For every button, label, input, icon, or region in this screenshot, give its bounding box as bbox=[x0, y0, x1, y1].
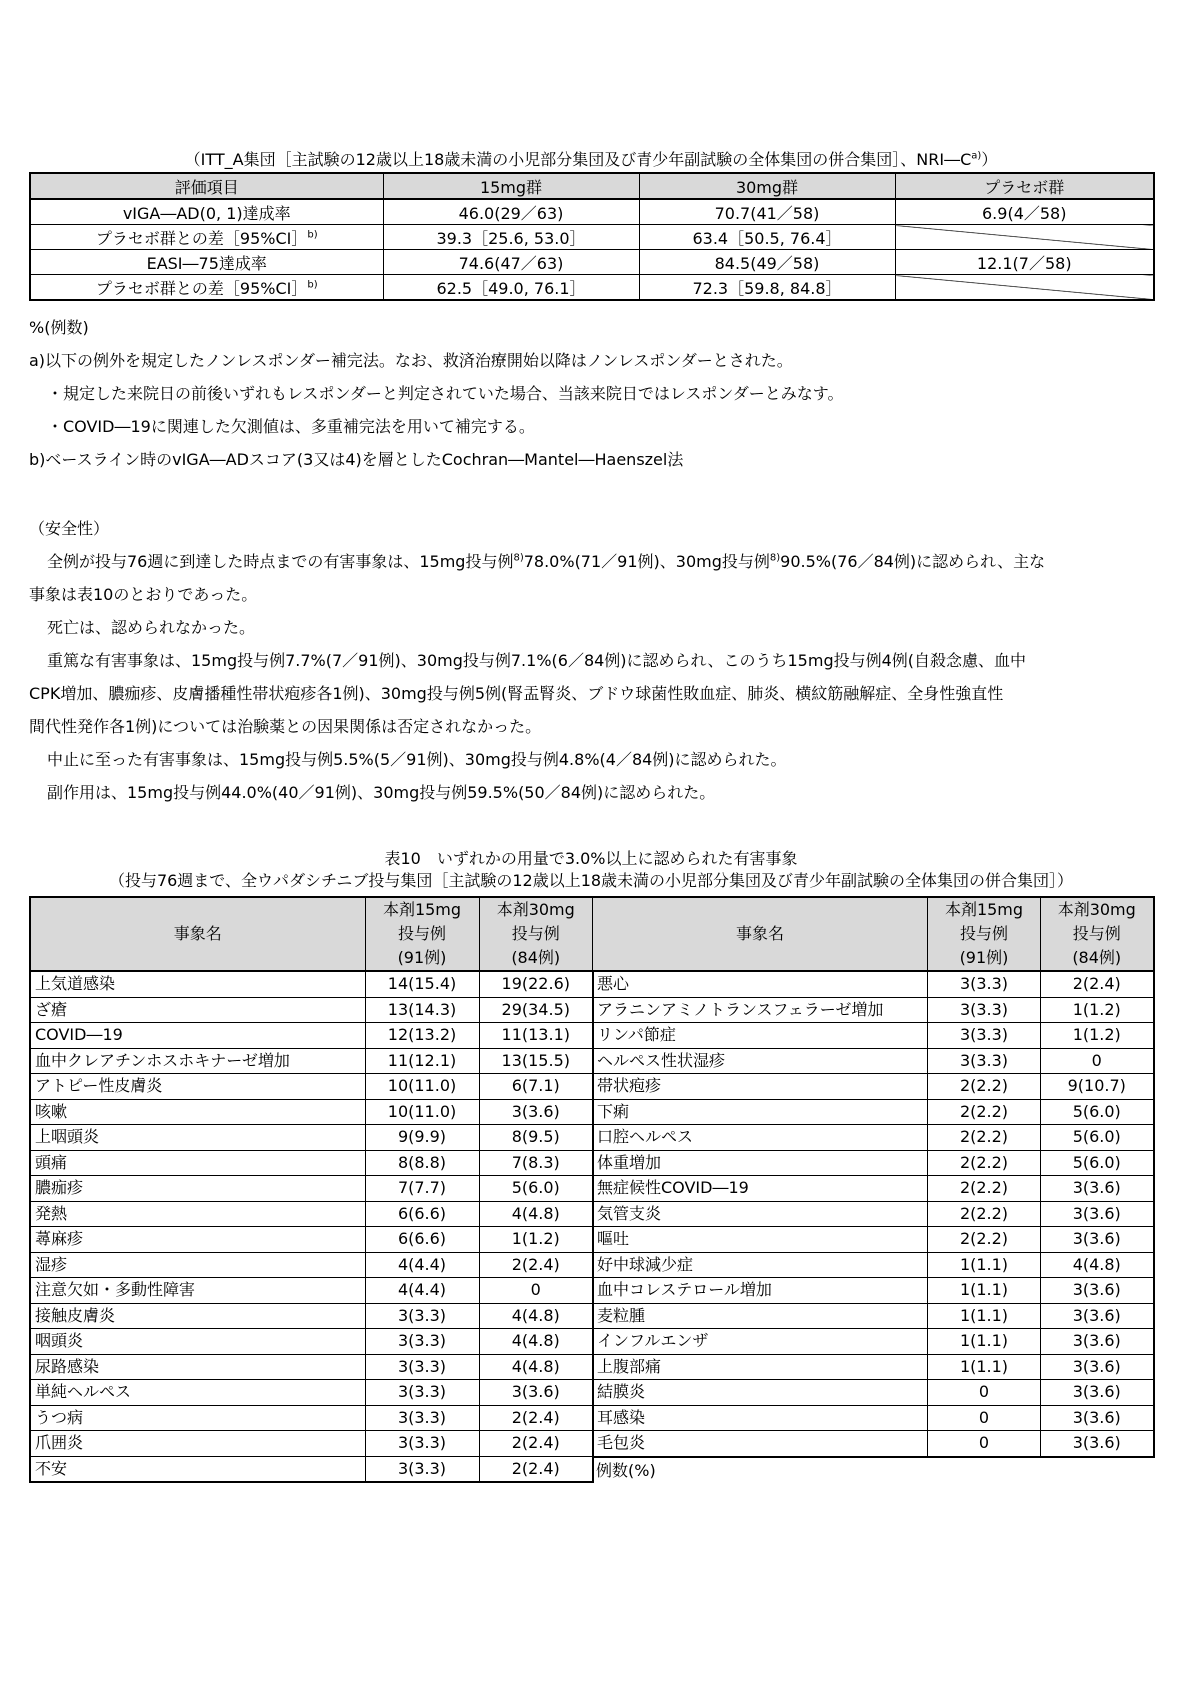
cell-15mg: 12(13.2) bbox=[365, 1023, 479, 1049]
cell-30mg: 3(3.6) bbox=[479, 1099, 593, 1125]
event-name: 頭痛 bbox=[30, 1150, 365, 1176]
table-row bbox=[593, 1201, 1154, 1227]
cell-15mg: 3(3.3) bbox=[365, 1303, 479, 1329]
cell-30mg: 2(2.4) bbox=[479, 1252, 593, 1278]
cell-15mg: 3(3.3) bbox=[365, 1405, 479, 1431]
table-row bbox=[593, 1354, 1154, 1380]
col-header-15mg: 本剤15mg 投与例 (91例) bbox=[365, 897, 479, 971]
cell-30mg: 70.7(41／58) bbox=[639, 199, 895, 225]
cell-30mg: 8(9.5) bbox=[479, 1125, 593, 1151]
note-a-item-1: ・規定した来院日の前後いずれもレスポンダーと判定されていた場合、当該来院日ではレスポンダーとみなす。 bbox=[47, 384, 844, 403]
safety-paragraph-5: 副作用は、15mg投与例44.0%(40／91例)、30mg投与例59.5%(50／84例)に認められた。 bbox=[47, 783, 716, 802]
event-name: 帯状疱疹 bbox=[593, 1074, 928, 1100]
cell-30mg: 63.4［50.5, 76.4］ bbox=[639, 225, 895, 250]
cell-15mg: 39.3［25.6, 53.0］ bbox=[383, 225, 639, 250]
cell-30mg: 4(4.8) bbox=[479, 1201, 593, 1227]
efficacy-table bbox=[29, 172, 1155, 301]
cell-30mg: 29(34.5) bbox=[479, 997, 593, 1023]
event-name: 体重増加 bbox=[593, 1150, 928, 1176]
cell-15mg: 10(11.0) bbox=[365, 1074, 479, 1100]
safety-paragraph-3-cont2: 間代性発作各1例)については治験薬との因果関係は否定されなかった。 bbox=[29, 717, 542, 736]
col-header-30mg: 本剤30mg 投与例 (84例) bbox=[1041, 897, 1154, 971]
cell-30mg: 4(4.8) bbox=[479, 1354, 593, 1380]
cell-30mg: 2(2.4) bbox=[479, 1431, 593, 1457]
event-name: 上気道感染 bbox=[30, 971, 365, 997]
cell-30mg: 9(10.7) bbox=[1041, 1074, 1154, 1100]
table-row bbox=[593, 1074, 1154, 1100]
table-row bbox=[30, 1023, 593, 1049]
table1-caption: （ITT_A集団［主試験の12歳以上18歳未満の小児部分集団及び青少年副試験の全体集団の併合集団］、$NRI―C^{a)}$） bbox=[184, 150, 998, 169]
note-a-item-2: ・COVID―19に関連した欠測値は、多重補完法を用いて補完する。 bbox=[47, 417, 535, 436]
row-label: プラセボ群との差［95%CI］$^{b)}$ bbox=[30, 275, 383, 301]
cell-30mg: 3(3.6) bbox=[1041, 1431, 1154, 1457]
cell-30mg: 4(4.8) bbox=[1041, 1252, 1154, 1278]
event-name: インフルエンザ bbox=[593, 1329, 928, 1355]
safety-paragraph-3-cont1: CPK増加、膿痂疹、皮膚播種性帯状疱疹各1例)、30mg投与例5例(腎盂腎炎、ブドウ球菌性敗血症、肺炎、横紋筋融解症、全身性強直性 bbox=[29, 684, 1004, 703]
cell-15mg: 3(3.3) bbox=[365, 1431, 479, 1457]
cell-15mg: 3(3.3) bbox=[365, 1380, 479, 1406]
cell-15mg: 14(15.4) bbox=[365, 971, 479, 997]
event-name: 嘔吐 bbox=[593, 1227, 928, 1253]
cell-30mg: 3(3.6) bbox=[1041, 1329, 1154, 1355]
table-row bbox=[30, 1099, 593, 1125]
cell-15mg: 6(6.6) bbox=[365, 1227, 479, 1253]
table-row bbox=[30, 1456, 593, 1482]
table-row bbox=[593, 997, 1154, 1023]
col-header: 評価項目 bbox=[30, 173, 383, 199]
row-label: vIGA―AD(0, 1)達成率 bbox=[30, 199, 383, 225]
col-header-30mg: 本剤30mg 投与例 (84例) bbox=[479, 897, 593, 971]
table-row bbox=[30, 1354, 593, 1380]
event-name: 口腔ヘルペス bbox=[593, 1125, 928, 1151]
efficacy-table-header bbox=[30, 173, 1154, 199]
cell-15mg: 4(4.4) bbox=[365, 1252, 479, 1278]
event-name: ざ瘡 bbox=[30, 997, 365, 1023]
event-name: 膿痂疹 bbox=[30, 1176, 365, 1202]
event-name: 耳感染 bbox=[593, 1405, 928, 1431]
event-name: 悪心 bbox=[593, 971, 928, 997]
cell-30mg: 11(13.1) bbox=[479, 1023, 593, 1049]
safety-paragraph-2: 死亡は、認められなかった。 bbox=[47, 618, 256, 637]
table-row bbox=[30, 971, 593, 997]
cell-15mg: 11(12.1) bbox=[365, 1048, 479, 1074]
cell-15mg: 2(2.2) bbox=[928, 1125, 1041, 1151]
cell-15mg: 1(1.1) bbox=[928, 1303, 1041, 1329]
table-row bbox=[30, 1303, 593, 1329]
cell-15mg: 3(3.3) bbox=[365, 1329, 479, 1355]
event-name: 無症候性COVID―19 bbox=[593, 1176, 928, 1202]
event-name: 蕁麻疹 bbox=[30, 1227, 365, 1253]
table-row bbox=[593, 1303, 1154, 1329]
cell-30mg: 3(3.6) bbox=[1041, 1278, 1154, 1304]
cell-15mg: 74.6(47／63) bbox=[383, 250, 639, 275]
cell-30mg: 3(3.6) bbox=[1041, 1405, 1154, 1431]
cell-placebo-empty bbox=[895, 275, 1154, 301]
cell-15mg: 2(2.2) bbox=[928, 1176, 1041, 1202]
cell-15mg: 6(6.6) bbox=[365, 1201, 479, 1227]
table-row bbox=[30, 1431, 593, 1457]
row-label: EASI―75達成率 bbox=[30, 250, 383, 275]
table-row bbox=[593, 1176, 1154, 1202]
table-row bbox=[30, 1201, 593, 1227]
event-name: うつ病 bbox=[30, 1405, 365, 1431]
table10-footnote: 例数(%) bbox=[596, 1461, 656, 1480]
cell-30mg: 4(4.8) bbox=[479, 1303, 593, 1329]
event-name: 下痢 bbox=[593, 1099, 928, 1125]
safety-paragraph-4: 中止に至った有害事象は、15mg投与例5.5%(5／91例)、30mg投与例4.8%(4／84例)に認められた。 bbox=[47, 750, 787, 769]
cell-15mg: 0 bbox=[928, 1405, 1041, 1431]
cell-30mg: 3(3.6) bbox=[479, 1380, 593, 1406]
cell-15mg: 1(1.1) bbox=[928, 1278, 1041, 1304]
note-a: a)以下の例外を規定したノンレスポンダー補完法。なお、救済治療開始以降はノンレスポンダーとされた。 bbox=[29, 351, 793, 370]
cell-placebo-empty bbox=[895, 225, 1154, 250]
safety-paragraph-1: 全例が投与76週に到達した時点までの有害事象は、15mg投与例$^{8)}$78.0%(71／91例)、30mg投与例$^{8)}$90.5%(76／84例)に認められ、主な bbox=[47, 552, 1046, 571]
cell-30mg: 4(4.8) bbox=[479, 1329, 593, 1355]
event-name: 血中コレステロール増加 bbox=[593, 1278, 928, 1304]
event-name: アトピー性皮膚炎 bbox=[30, 1074, 365, 1100]
cell-15mg: 8(8.8) bbox=[365, 1150, 479, 1176]
cell-15mg: 3(3.3) bbox=[928, 971, 1041, 997]
cell-30mg: 1(1.2) bbox=[479, 1227, 593, 1253]
event-name: 咳嗽 bbox=[30, 1099, 365, 1125]
cell-30mg: 1(1.2) bbox=[1041, 1023, 1154, 1049]
table-row bbox=[593, 971, 1154, 997]
cell-15mg: 9(9.9) bbox=[365, 1125, 479, 1151]
cell-30mg: 2(2.4) bbox=[479, 1456, 593, 1482]
adverse-events-table-left bbox=[29, 896, 594, 1483]
adverse-events-table-right bbox=[592, 896, 1155, 1458]
event-name: COVID―19 bbox=[30, 1023, 365, 1049]
cell-15mg: 3(3.3) bbox=[365, 1354, 479, 1380]
event-name: 麦粒腫 bbox=[593, 1303, 928, 1329]
col-header-15mg: 本剤15mg 投与例 (91例) bbox=[928, 897, 1041, 971]
cell-30mg: 3(3.6) bbox=[1041, 1303, 1154, 1329]
cell-15mg: 1(1.1) bbox=[928, 1354, 1041, 1380]
safety-paragraph-3: 重篤な有害事象は、15mg投与例7.7%(7／91例)、30mg投与例7.1%(6／84例)に認められ、このうち15mg投与例4例(自殺念慮、血中 bbox=[47, 651, 1027, 670]
cell-15mg: 2(2.2) bbox=[928, 1201, 1041, 1227]
cell-15mg: 3(3.3) bbox=[928, 997, 1041, 1023]
event-name: 咽頭炎 bbox=[30, 1329, 365, 1355]
event-name: 上咽頭炎 bbox=[30, 1125, 365, 1151]
cell-15mg: 62.5［49.0, 76.1］ bbox=[383, 275, 639, 301]
table-row bbox=[593, 1023, 1154, 1049]
cell-30mg: 1(1.2) bbox=[1041, 997, 1154, 1023]
cell-15mg: 2(2.2) bbox=[928, 1150, 1041, 1176]
event-name: 血中クレアチンホスホキナーゼ増加 bbox=[30, 1048, 365, 1074]
table-row bbox=[593, 1125, 1154, 1151]
event-name: 単純ヘルペス bbox=[30, 1380, 365, 1406]
table-row bbox=[593, 1048, 1154, 1074]
col-header-event: 事象名 bbox=[30, 897, 365, 971]
event-name: 湿疹 bbox=[30, 1252, 365, 1278]
table-row bbox=[30, 199, 1154, 225]
cell-placebo: 6.9(4／58) bbox=[895, 199, 1154, 225]
cell-15mg: 4(4.4) bbox=[365, 1278, 479, 1304]
table-row bbox=[30, 275, 1154, 301]
cell-15mg: 3(3.3) bbox=[928, 1023, 1041, 1049]
note-unit: %(例数) bbox=[29, 318, 89, 337]
cell-15mg: 2(2.2) bbox=[928, 1227, 1041, 1253]
safety-paragraph-1-cont: 事象は表10のとおりであった。 bbox=[29, 585, 258, 604]
table-row bbox=[30, 1329, 593, 1355]
table-row bbox=[593, 1380, 1154, 1406]
cell-30mg: 5(6.0) bbox=[479, 1176, 593, 1202]
cell-30mg: 3(3.6) bbox=[1041, 1201, 1154, 1227]
cell-30mg: 84.5(49／58) bbox=[639, 250, 895, 275]
event-name: 注意欠如・多動性障害 bbox=[30, 1278, 365, 1304]
cell-15mg: 10(11.0) bbox=[365, 1099, 479, 1125]
event-name: 不安 bbox=[30, 1456, 365, 1482]
event-name: ヘルペス性状湿疹 bbox=[593, 1048, 928, 1074]
cell-15mg: 3(3.3) bbox=[928, 1048, 1041, 1074]
table-row bbox=[30, 250, 1154, 275]
table10-title: 表10 いずれかの用量で3.0%以上に認められた有害事象 bbox=[384, 849, 798, 868]
event-name: 気管支炎 bbox=[593, 1201, 928, 1227]
event-name: 好中球減少症 bbox=[593, 1252, 928, 1278]
caption-footnote-marker: a) bbox=[971, 150, 982, 162]
note-b: b)ベースライン時のvIGA―ADスコア(3又は4)を層としたCochran―Mantel―Haenszel法 bbox=[29, 450, 684, 469]
cell-placebo: 12.1(7／58) bbox=[895, 250, 1154, 275]
table-row bbox=[30, 1074, 593, 1100]
event-name: 上腹部痛 bbox=[593, 1354, 928, 1380]
cell-30mg: 2(2.4) bbox=[1041, 971, 1154, 997]
cell-30mg: 3(3.6) bbox=[1041, 1176, 1154, 1202]
table-row bbox=[30, 1048, 593, 1074]
event-name: アラニンアミノトランスフェラーゼ増加 bbox=[593, 997, 928, 1023]
cell-15mg: 2(2.2) bbox=[928, 1099, 1041, 1125]
table-row bbox=[593, 1278, 1154, 1304]
cell-15mg: 2(2.2) bbox=[928, 1074, 1041, 1100]
table-row bbox=[30, 1380, 593, 1406]
cell-30mg: 3(3.6) bbox=[1041, 1227, 1154, 1253]
table-row bbox=[30, 225, 1154, 250]
cell-30mg: 0 bbox=[479, 1278, 593, 1304]
col-header: 15mg群 bbox=[383, 173, 639, 199]
cell-15mg: 13(14.3) bbox=[365, 997, 479, 1023]
cell-15mg: 1(1.1) bbox=[928, 1329, 1041, 1355]
table-row bbox=[593, 1150, 1154, 1176]
table-row bbox=[30, 1252, 593, 1278]
cell-30mg: 72.3［59.8, 84.8］ bbox=[639, 275, 895, 301]
table-row bbox=[30, 1278, 593, 1304]
cell-30mg: 7(8.3) bbox=[479, 1150, 593, 1176]
table-header bbox=[30, 897, 593, 971]
cell-15mg: 1(1.1) bbox=[928, 1252, 1041, 1278]
cell-30mg: 5(6.0) bbox=[1041, 1150, 1154, 1176]
cell-30mg: 19(22.6) bbox=[479, 971, 593, 997]
cell-15mg: 0 bbox=[928, 1380, 1041, 1406]
event-name: 結膜炎 bbox=[593, 1380, 928, 1406]
event-name: 発熱 bbox=[30, 1201, 365, 1227]
table-row bbox=[30, 1125, 593, 1151]
event-name: 尿路感染 bbox=[30, 1354, 365, 1380]
event-name: リンパ節症 bbox=[593, 1023, 928, 1049]
cell-15mg: 0 bbox=[928, 1431, 1041, 1457]
table-row bbox=[30, 1150, 593, 1176]
table-row bbox=[30, 1227, 593, 1253]
table10-subtitle: （投与76週まで、全ウパダシチニブ投与集団［主試験の12歳以上18歳未満の小児部分集団及び青少年副試験の全体集団の併合集団］） bbox=[108, 871, 1074, 890]
table-row bbox=[593, 1252, 1154, 1278]
event-name: 接触皮膚炎 bbox=[30, 1303, 365, 1329]
cell-30mg: 3(3.6) bbox=[1041, 1380, 1154, 1406]
table-row bbox=[593, 1405, 1154, 1431]
cell-15mg: 7(7.7) bbox=[365, 1176, 479, 1202]
event-name: 爪囲炎 bbox=[30, 1431, 365, 1457]
table-row bbox=[30, 997, 593, 1023]
cell-30mg: 13(15.5) bbox=[479, 1048, 593, 1074]
table-row bbox=[593, 1329, 1154, 1355]
table-row bbox=[593, 1431, 1154, 1457]
table-row bbox=[30, 1405, 593, 1431]
cell-15mg: 3(3.3) bbox=[365, 1456, 479, 1482]
table-row bbox=[593, 1227, 1154, 1253]
col-header-event: 事象名 bbox=[593, 897, 928, 971]
row-label: プラセボ群との差［95%CI］$^{b)}$ bbox=[30, 225, 383, 250]
cell-30mg: 2(2.4) bbox=[479, 1405, 593, 1431]
cell-30mg: 5(6.0) bbox=[1041, 1125, 1154, 1151]
cell-15mg: 46.0(29／63) bbox=[383, 199, 639, 225]
cell-30mg: 3(3.6) bbox=[1041, 1354, 1154, 1380]
col-header: プラセボ群 bbox=[895, 173, 1154, 199]
table-row bbox=[593, 1099, 1154, 1125]
table-header bbox=[593, 897, 1154, 971]
cell-30mg: 5(6.0) bbox=[1041, 1099, 1154, 1125]
event-name: 毛包炎 bbox=[593, 1431, 928, 1457]
table-row bbox=[30, 1176, 593, 1202]
cell-30mg: 6(7.1) bbox=[479, 1074, 593, 1100]
safety-heading: （安全性） bbox=[29, 519, 110, 538]
cell-30mg: 0 bbox=[1041, 1048, 1154, 1074]
col-header: 30mg群 bbox=[639, 173, 895, 199]
